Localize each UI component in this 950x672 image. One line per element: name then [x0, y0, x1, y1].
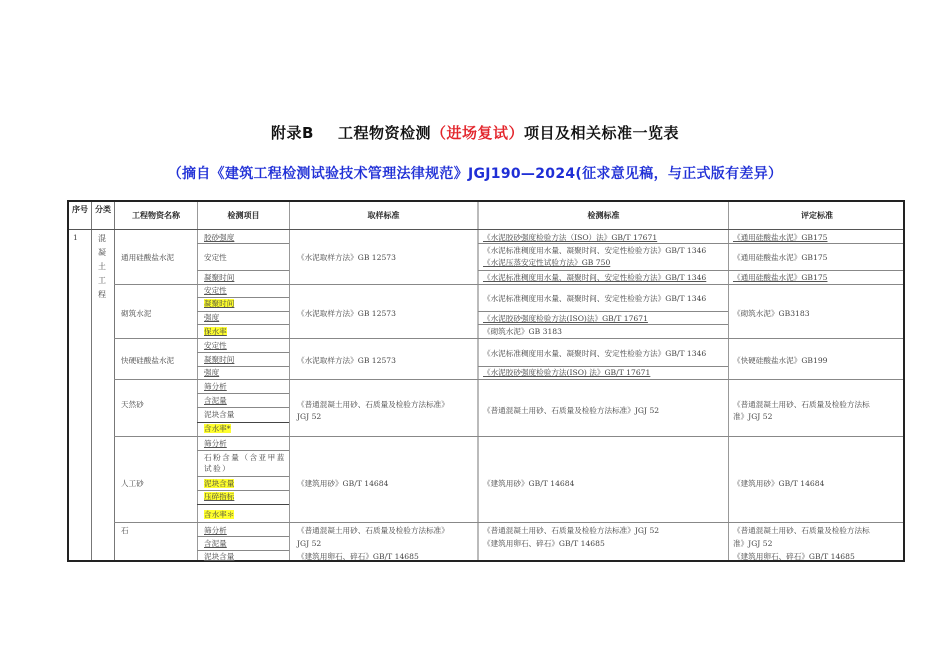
sampling-standard: 《建筑用卵石、碎石》GB/T 14685 — [297, 552, 419, 561]
test-item: 筛分析 — [204, 382, 227, 391]
title-red-part: （进场复试） — [430, 124, 524, 142]
testing-standard: 《水泥标准稠度用水量、凝聚时间、安定性检验方法》GB/T 1346 — [483, 246, 707, 255]
sampling-standard: JGJ 52 — [297, 539, 322, 548]
evaluation-standard: 《建筑用砂》GB/T 14684 — [733, 479, 825, 488]
test-item-highlighted — [204, 491, 234, 502]
material-name: 砌筑水泥 — [121, 309, 152, 318]
evaluation-standard: 《通用硅酸盐水泥》GB175 — [733, 233, 828, 242]
highlight-text: 保水率 — [204, 327, 227, 336]
col-divider — [114, 202, 115, 560]
test-item: 泥块含量 — [204, 410, 235, 419]
testing-standard: 《水泥标准稠度用水量、凝聚时间、安定性检验方法》GB/T 1346 — [483, 273, 707, 282]
highlight-text: 含水率* — [204, 424, 231, 433]
item-divider — [197, 270, 289, 271]
material-name: 通用硅酸盐水泥 — [121, 253, 175, 262]
test-item: 筛分析 — [204, 439, 227, 448]
item-divider — [197, 504, 289, 505]
testing-standard: 《砌筑水泥》GB 3183 — [483, 327, 562, 336]
row-category: 混凝土工程 — [98, 234, 106, 299]
test-item: 强度 — [204, 313, 220, 322]
header-sampling: 取样标准 — [367, 211, 400, 220]
testing-standard: 《普通混凝土用砂、石质量及检验方法标准》JGJ 52 — [483, 406, 660, 415]
header-material: 工程物资名称 — [132, 211, 180, 220]
test-item: 胶砂强度 — [204, 233, 235, 242]
col-divider — [197, 202, 198, 560]
header-item: 检测项目 — [227, 211, 260, 220]
test-item: 石粉含量（含亚甲蓝试验） — [204, 453, 286, 473]
row-seq: 1 — [73, 233, 78, 242]
evaluation-standard: 《通用硅酸盐水泥》GB175 — [733, 273, 828, 282]
highlight-text: 泥块含量 — [204, 479, 235, 488]
testing-standard: 《水泥标准稠度用水量、凝聚时间、安定性检验方法》GB/T 1346 — [483, 294, 707, 303]
item-divider — [478, 270, 903, 271]
header-category: 分类 — [95, 205, 111, 214]
testing-standard: 《水泥胶砂强度检验方法（ISO）法》GB/T 17671 — [483, 233, 658, 242]
sampling-standard: 《水泥取样方法》GB 12573 — [297, 309, 396, 318]
item-divider — [197, 407, 289, 408]
group-divider — [114, 284, 903, 285]
test-item-highlighted — [204, 298, 234, 309]
test-item: 凝聚时间 — [204, 273, 235, 282]
document-title — [0, 122, 950, 143]
sampling-standard: 《普通混凝土用砂、石质量及检验方法标准》 — [297, 400, 449, 409]
sampling-standard: 《建筑用砂》GB/T 14684 — [297, 479, 389, 488]
material-name: 天然砂 — [121, 400, 144, 409]
header-testing: 检测标准 — [587, 211, 620, 220]
header-evaluation: 评定标准 — [801, 211, 833, 220]
title-suffix: 项目及相关标准一览表 — [523, 124, 679, 142]
test-item: 泥块含量 — [204, 552, 235, 561]
group-divider — [114, 379, 903, 380]
group-divider — [114, 522, 903, 523]
sampling-standard: 《水泥取样方法》GB 12573 — [297, 356, 396, 365]
evaluation-standard: 《普通混凝土用砂、石质量及检验方法标 — [733, 526, 870, 535]
item-divider — [197, 352, 289, 353]
testing-standard: 《水泥胶砂强度检验方法(ISO) 法》GB/T 17671 — [483, 368, 651, 377]
material-name: 石 — [121, 526, 129, 535]
testing-standard: 《建筑用砂》GB/T 14684 — [483, 479, 575, 488]
item-divider — [197, 450, 289, 451]
item-divider — [478, 311, 728, 312]
testing-standard: 《普通混凝土用砂、石质量及检验方法标准》JGJ 52 — [483, 526, 660, 535]
material-name: 快硬硅酸盐水泥 — [121, 356, 175, 365]
test-item: 强度 — [204, 368, 220, 377]
item-divider — [478, 324, 728, 325]
sampling-standard: JGJ 52 — [297, 412, 322, 421]
evaluation-standard: 《砌筑水泥》GB3183 — [733, 309, 810, 318]
item-divider — [197, 324, 289, 325]
evaluation-standard: 《通用硅酸盐水泥》GB175 — [733, 253, 828, 262]
sampling-standard: 《普通混凝土用砂、石质量及检验方法标准》 — [297, 526, 449, 535]
highlight-text: 含水率＊ — [204, 510, 235, 519]
material-name: 人工砂 — [121, 479, 144, 488]
test-item-highlighted — [204, 509, 234, 520]
col-divider — [91, 202, 92, 560]
evaluation-standard: 准》JGJ 52 — [733, 539, 773, 548]
test-item-highlighted — [204, 423, 231, 434]
test-item: 安定性 — [204, 253, 227, 262]
highlight-text: 凝聚时间 — [204, 299, 235, 308]
item-divider — [197, 393, 289, 394]
test-item: 含泥量 — [204, 539, 227, 548]
header-seq: 序号 — [72, 205, 88, 214]
group-divider — [114, 436, 903, 437]
evaluation-standard: 准》JGJ 52 — [733, 412, 773, 421]
item-divider — [197, 243, 289, 244]
group-divider — [114, 338, 903, 339]
standards-table — [67, 200, 905, 562]
testing-standard: 《建筑用卵石、碎石》GB/T 14685 — [483, 539, 605, 548]
evaluation-standard: 《普通混凝土用砂、石质量及检验方法标 — [733, 400, 870, 409]
test-item: 含泥量 — [204, 396, 227, 405]
col-divider — [728, 202, 729, 560]
item-divider — [197, 536, 289, 537]
highlight-text: 压碎指标 — [204, 492, 235, 501]
test-item: 安定性 — [204, 286, 227, 295]
evaluation-standard: 《快硬硅酸盐水泥》GB199 — [733, 356, 828, 365]
row-divider — [69, 229, 903, 230]
sampling-standard: 《水泥取样方法》GB 12573 — [297, 253, 396, 262]
document-subtitle: （摘自《建筑工程检测试验技术管理法律规范》JGJ190—2024(征求意见稿，与正式版有差异） — [167, 166, 783, 182]
testing-standard: 《水泥压蒸安定性试验方法》GB 750 — [483, 258, 611, 267]
title-main: 工程物资检测 — [337, 124, 431, 142]
test-item-highlighted — [204, 326, 227, 337]
item-divider — [478, 243, 903, 244]
item-divider — [197, 476, 289, 477]
test-item: 安定性 — [204, 341, 227, 350]
title-prefix: 附录B — [271, 124, 314, 142]
evaluation-standard: 《建筑用卵石、碎石》GB/T 14685 — [733, 552, 855, 561]
test-item: 凝聚时间 — [204, 355, 235, 364]
col-divider — [289, 202, 290, 560]
testing-standard: 《水泥胶砂强度检验方法(ISO)法》GB/T 17671 — [483, 314, 648, 323]
col-divider — [477, 202, 479, 560]
test-item-highlighted — [204, 478, 234, 489]
test-item: 筛分析 — [204, 526, 227, 535]
testing-standard: 《水泥标准稠度用水量、凝聚时间、安定性检验方法》GB/T 1346 — [483, 349, 707, 358]
